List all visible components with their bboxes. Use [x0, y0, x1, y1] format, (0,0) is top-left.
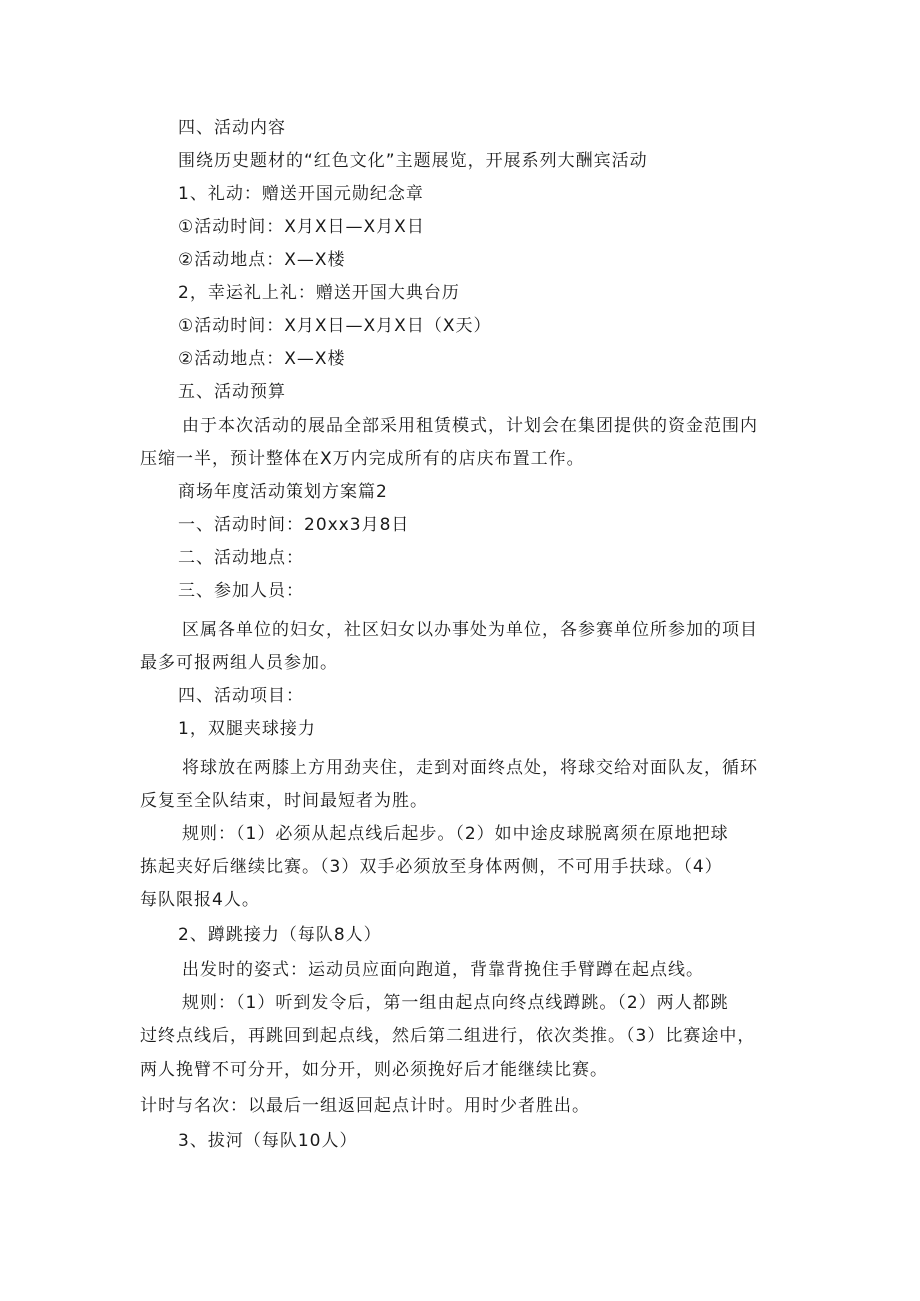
paragraph-line: 最多可报两组人员参加。 [140, 653, 338, 673]
paragraph-line: 拣起夹好后继续比赛。（3）双手必须放至身体两侧，不可用手扶球。（4） [140, 857, 723, 877]
event-title-squat-jump-relay: 2、蹲跳接力（每队8人） [178, 925, 382, 945]
paragraph-line: 将球放在两膝上方用劲夹住，走到对面终点处，将球交给对面队友，循环 [182, 758, 758, 778]
section-heading-time: 一、活动时间：20xx3月8日 [178, 515, 410, 535]
paragraph-line: 出发时的姿式：运动员应面向跑道，背靠背挽住手臂蹲在起点线。 [182, 960, 704, 980]
paragraph-line: 规则：（1）必须从起点线后起步。（2）如中途皮球脱离须在原地把球 [182, 824, 729, 844]
list-item-location: ②活动地点：X—X楼 [178, 250, 346, 270]
paragraph-line: 计时与名次：以最后一组返回起点计时。用时少者胜出。 [140, 1096, 590, 1116]
paragraph-line: 每队限报4人。 [140, 890, 260, 910]
section-heading-location: 二、活动地点： [178, 548, 304, 568]
paragraph-line: 区属各单位的妇女，社区妇女以办事处为单位，各参赛单位所参加的项目 [182, 620, 758, 640]
paragraph-line: 两人挽臂不可分开，如分开，则必须挽好后才能继续比赛。 [140, 1060, 608, 1080]
paragraph-line: 压缩一半，预计整体在X万内完成所有的店庆布置工作。 [140, 449, 585, 469]
paragraph-line: 规则：（1）听到发令后，第一组由起点向终点线蹲跳。（2）两人都跳 [182, 993, 729, 1013]
section-heading-budget: 五、活动预算 [178, 382, 286, 402]
list-item-time: ①活动时间：X月X日—X月X日（X天） [178, 316, 492, 336]
list-item-time: ①活动时间：X月X日—X月X日 [178, 217, 425, 237]
paragraph-line: 过终点线后，再跳回到起点线，然后第二组进行，依次类推。（3）比赛途中， [140, 1026, 756, 1046]
paragraph-line: 围绕历史题材的“红色文化”主题展览，开展系列大酬宾活动 [178, 151, 648, 171]
section-heading-events: 四、活动项目： [178, 686, 304, 706]
paragraph-line: 由于本次活动的展品全部采用租赁模式，计划会在集团提供的资金范围内 [182, 416, 758, 436]
document-subtitle: 商场年度活动策划方案篇2 [178, 482, 388, 502]
paragraph-line: 反复至全队结束，时间最短者为胜。 [140, 791, 428, 811]
event-title-leg-ball-relay: 1，双腿夹球接力 [178, 719, 316, 739]
section-heading-activity-content: 四、活动内容 [178, 118, 286, 138]
list-item-gift: 1、礼动：赠送开国元勋纪念章 [178, 184, 424, 204]
event-title-tug-of-war: 3、拔河（每队10人） [178, 1131, 358, 1151]
list-item-location: ②活动地点：X—X楼 [178, 349, 346, 369]
list-item-lucky-gift: 2，幸运礼上礼：赠送开国大典台历 [178, 283, 460, 303]
section-heading-participants: 三、参加人员： [178, 581, 304, 601]
